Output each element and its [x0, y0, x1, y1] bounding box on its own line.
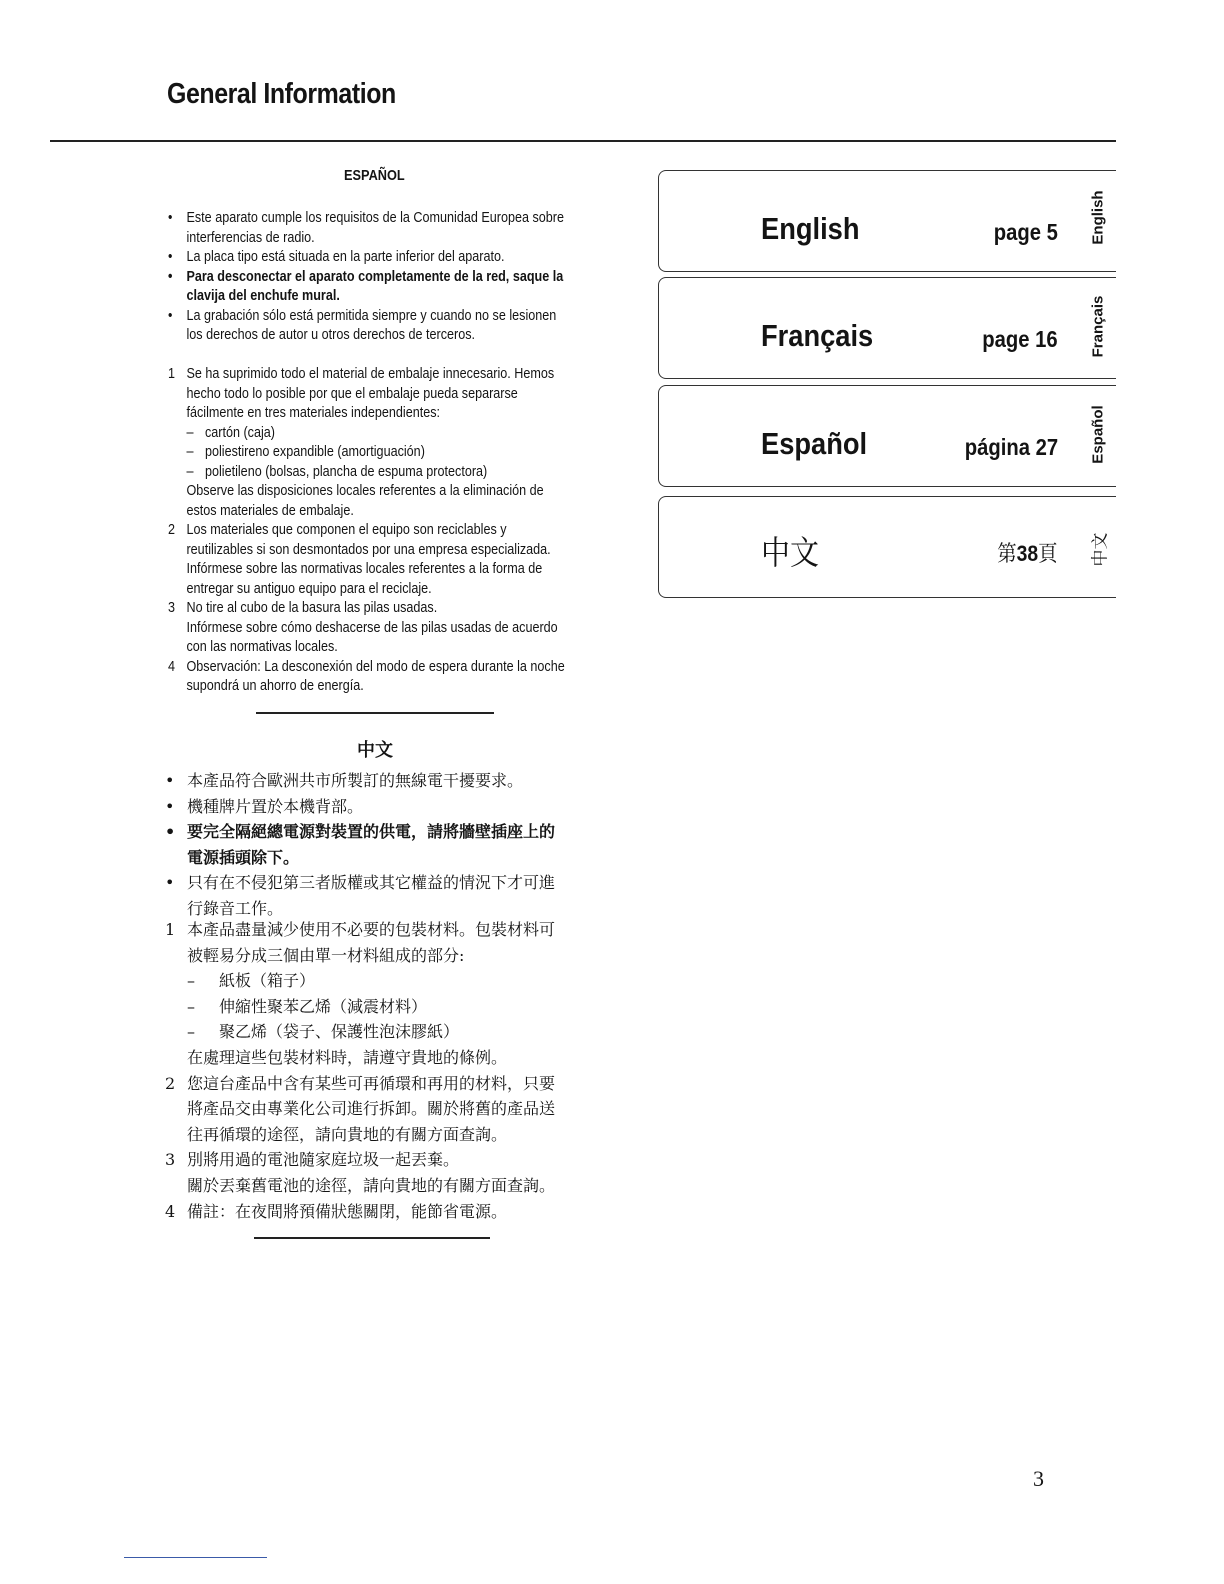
- spanish-item-3: [168, 598, 570, 657]
- spanish-item-3-after: Infórmese sobre cómo deshacerse de las pilas usadas de acuerdo con las normativas locales.: [186, 618, 558, 655]
- chinese-item-2-number: 2: [165, 1073, 176, 1093]
- spanish-heading: ESPAÑOL: [344, 167, 405, 184]
- spanish-item-4-text: Observación: La desconexión del modo de espera durante la noche supondrá un ahorro de energía.: [186, 657, 565, 694]
- spanish-item-1-after: Observe las disposiciones locales referentes a la eliminación de estos materiales de embalaje.: [186, 482, 544, 519]
- page-number: 3: [1033, 1466, 1044, 1491]
- spanish-bullet-4: • La grabación sólo está permitida siempre y cuando no se lesionen los derechos de autor u otros derechos de terceros.: [168, 306, 570, 345]
- chinese-bullet-4: • 只有在不侵犯第三者版權或其它權益的情況下才可進行錄音工作。: [165, 870, 565, 921]
- spanish-bullet-3: • Para desconectar el aparato completamente de la red, saque la clavija del enchufe mural.: [168, 267, 570, 306]
- spanish-item-2-after: Infórmese sobre las normativas locales referentes a la forma de entregar su antiguo equipo para el reciclaje.: [186, 560, 543, 597]
- spanish-item-3-number: 3: [168, 599, 176, 616]
- chinese-item-1-sub-1: – 紙板（箱子）: [187, 971, 316, 991]
- spanish-bullet-list: [168, 208, 570, 345]
- chinese-section-divider: [254, 1237, 490, 1239]
- tab-side-label: Español: [1089, 405, 1107, 464]
- tab-language-label: Español: [761, 426, 868, 461]
- chinese-item-1-text: 本產品盡量減少使用不必要的包裝材料。包裝材料可被輕易分成三個由單一材料組成的部分:: [187, 920, 556, 965]
- spanish-item-1-sub-3: – polietileno (bolsas, plancha de espuma protectora): [186, 462, 488, 480]
- tab-page-reference: page 16: [982, 326, 1058, 352]
- chinese-item-1-number: 1: [165, 920, 176, 939]
- chinese-bullet-list: [165, 768, 565, 922]
- spanish-section-divider: [256, 712, 494, 714]
- language-tab-spanish: [658, 385, 1116, 487]
- language-tab-french: [658, 277, 1116, 379]
- tab-page-suffix: 頁: [1038, 542, 1058, 567]
- tab-side-label: English: [1089, 190, 1107, 245]
- spanish-item-2-text: Los materiales que componen el equipo son reciclables y reutilizables si son desmontados por una empresa especializada.: [186, 521, 551, 558]
- language-tab-chinese: [658, 496, 1116, 598]
- chinese-bullet-1: • 本產品符合歐洲共市所製訂的無線電干擾要求。: [165, 768, 565, 794]
- chinese-bullet-2: • 機種牌片置於本機背部。: [165, 794, 565, 820]
- chinese-item-3: [165, 1147, 565, 1198]
- chinese-bullet-3: • 要完全隔絕總電源對裝置的供電，請將牆壁插座上的電源插頭除下。: [165, 819, 565, 870]
- spanish-item-1-sub-2: – poliestireno expandible (amortiguación): [186, 443, 425, 460]
- chinese-heading: 中文: [357, 740, 393, 761]
- spanish-item-1: [168, 364, 570, 520]
- header-divider: [50, 140, 1116, 142]
- language-tab-english: [658, 170, 1116, 272]
- chinese-item-2: [165, 1071, 565, 1148]
- chinese-item-3-text: 別將用過的電池隨家庭垃圾一起丟棄。: [187, 1150, 460, 1170]
- tab-language-label: English: [761, 211, 860, 246]
- spanish-item-4-number: 4: [168, 657, 176, 675]
- spanish-item-1-number: 1: [168, 365, 176, 382]
- spanish-item-1-text: Se ha suprimido todo el material de embalaje innecesario. Hemos hecho todo lo posible por que el embalaje pueda separarse fácilmente en tres materiales independientes:: [186, 365, 555, 421]
- tab-page-reference: [998, 537, 1058, 568]
- chinese-item-4-number: 4: [165, 1201, 176, 1221]
- chinese-item-4: [165, 1199, 565, 1225]
- tab-page-prefix: 第: [997, 542, 1018, 567]
- spanish-bullet-1: • Este aparato cumple los requisitos de la Comunidad Europea sobre interferencias de radio.: [168, 208, 570, 247]
- tab-page-number: 38: [1017, 541, 1039, 566]
- tab-language-label: Français: [761, 318, 874, 353]
- chinese-item-3-after: 關於丟棄舊電池的途徑，請向貴地的有關方面查詢。: [187, 1175, 556, 1195]
- chinese-numbered-list: [165, 917, 565, 1224]
- spanish-bullet-2: • La placa tipo está situada en la parte inferior del aparato.: [168, 247, 570, 267]
- chinese-item-1-after: 在處理這些包裝材料時，請遵守貴地的條例。: [187, 1047, 508, 1067]
- tab-side-label: Français: [1089, 295, 1107, 358]
- spanish-item-4: [168, 657, 570, 696]
- tab-language-label: 中文: [761, 533, 820, 572]
- spanish-item-2-number: 2: [168, 521, 176, 538]
- tab-page-reference: página 27: [964, 434, 1058, 460]
- footer-rule: [124, 1557, 267, 1558]
- chinese-item-1-sub-3: – 聚乙烯（袋子、保護性泡沫膠紙）: [187, 1022, 460, 1042]
- chinese-item-3-number: 3: [165, 1150, 176, 1170]
- spanish-item-2: [168, 520, 570, 598]
- page-title: General Information: [167, 78, 396, 110]
- spanish-item-1-sub-1: – cartón (caja): [186, 423, 275, 441]
- tab-page-reference: page 5: [993, 219, 1058, 245]
- chinese-item-2-text: 您這台產品中含有某些可再循環和再用的材料，只要將產品交由專業化公司進行拆卸。關於將舊的產品送往再循環的途徑，請向貴地的有關方面查詢。: [187, 1073, 556, 1144]
- chinese-item-4-text: 備註：在夜間將預備狀態關閉，能節省電源。: [187, 1201, 508, 1221]
- chinese-item-1: [165, 917, 565, 1071]
- spanish-item-3-text: No tire al cubo de la basura las pilas usadas.: [186, 599, 438, 616]
- chinese-item-1-sub-2: – 伸縮性聚苯乙烯（減震材料）: [187, 996, 428, 1016]
- spanish-numbered-list: [168, 364, 570, 696]
- tab-side-label: 中文: [1090, 532, 1111, 567]
